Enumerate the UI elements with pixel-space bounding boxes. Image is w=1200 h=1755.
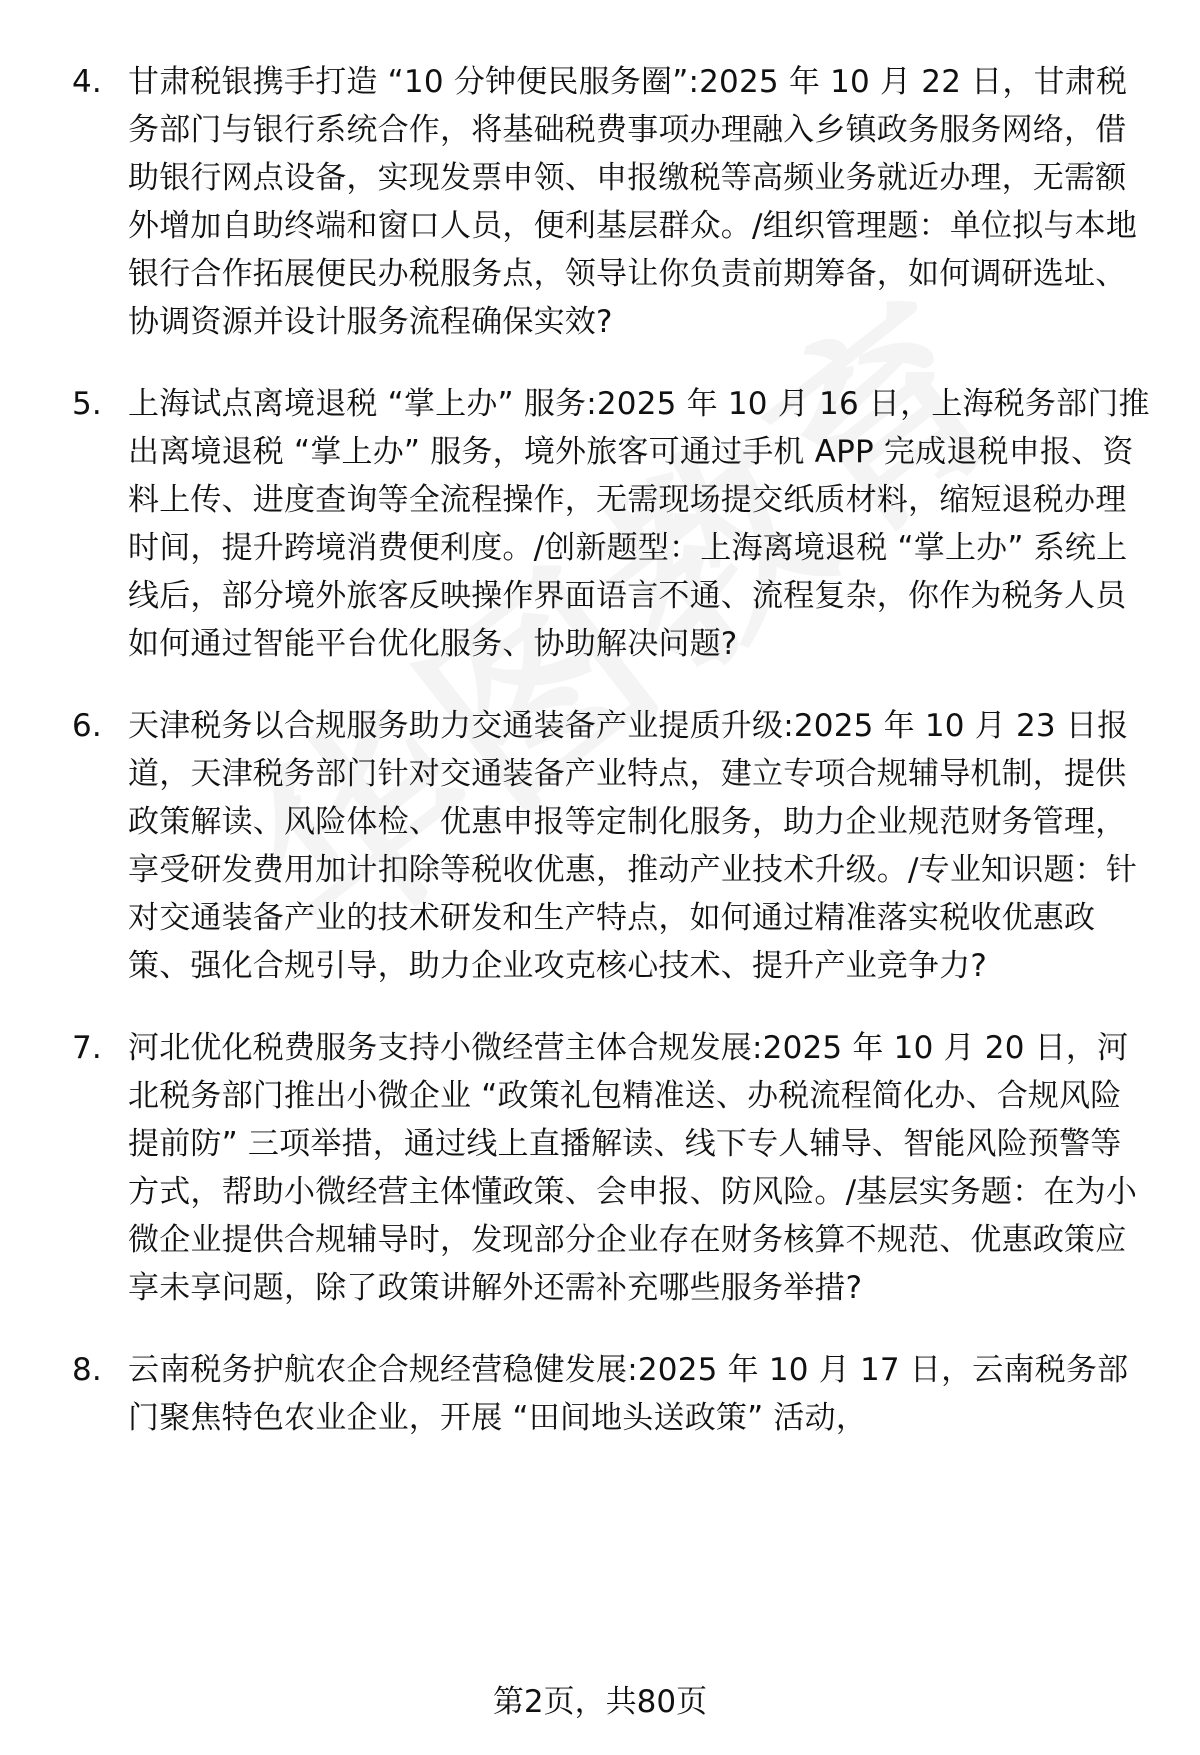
list-item: [72, 702, 1152, 990]
list-item: [72, 1346, 1152, 1442]
item-number: 8.: [72, 1352, 102, 1388]
item-number: 6.: [72, 708, 102, 744]
item-number: 4.: [72, 64, 102, 100]
item-text: 河北优化税费服务支持小微经营主体合规发展:2025 年 10 月 20 日，河北税务部门推出小微企业 “政策礼包精准送、办税流程简化办、合规风险提前防” 三项举措，通过线上直播解读、线下专人辅导、智能风险预警等方式，帮助小微经营主体懂政策、会申报、防风险。/基层实务题：在为小微企业提供合规辅导时，发现部分企业存在财务核算不规范、优惠政策应享未享问题，除了政策讲解外还需补充哪些服务举措?: [128, 1030, 1138, 1306]
item-text: 甘肃税银携手打造 “10 分钟便民服务圈”:2025 年 10 月 22 日，甘肃税务部门与银行系统合作，将基础税费事项办理融入乡镇政务服务网络，借助银行网点设备，实现发票申领、申报缴税等高频业务就近办理，无需额外增加自助终端和窗口人员，便利基层群众。/组织管理题：单位拟与本地银行合作拓展便民办税服务点，领导让你负责前期筹备，如何调研选址、协调资源并设计服务流程确保实效?: [128, 64, 1138, 340]
item-text: 上海试点离境退税 “掌上办” 服务:2025 年 10 月 16 日，上海税务部门推出离境退税 “掌上办” 服务，境外旅客可通过手机 APP 完成退税申报、资料上传、进度查询等全流程操作，无需现场提交纸质材料，缩短退税办理时间，提升跨境消费便利度。/创新题型：上海离境退税 “掌上办” 系统上线后，部分境外旅客反映操作界面语言不通、流程复杂，你作为税务人员如何通过智能平台优化服务、协助解决问题?: [128, 386, 1150, 662]
item-number: 5.: [72, 386, 102, 422]
item-text: 天津税务以合规服务助力交通装备产业提质升级:2025 年 10 月 23 日报道，天津税务部门针对交通装备产业特点，建立专项合规辅导机制，提供政策解读、风险体检、优惠申报等定制化服务，助力企业规范财务管理，享受研发费用加计扣除等税收优惠，推动产业技术升级。/专业知识题：针对交通装备产业的技术研发和生产特点，如何通过精准落实税收优惠政策、强化合规引导，助力企业攻克核心技术、提升产业竞争力?: [128, 708, 1138, 984]
list-item: [72, 1024, 1152, 1312]
item-text: 云南税务护航农企合规经营稳健发展:2025 年 10 月 17 日，云南税务部门聚焦特色农业企业，开展 “田间地头送政策” 活动，: [128, 1352, 1129, 1436]
list-item: [72, 58, 1152, 346]
page-number-footer: 第2页，共80页: [492, 1684, 708, 1720]
question-list: [72, 58, 1152, 1476]
item-number: 7.: [72, 1030, 102, 1066]
list-item: [72, 380, 1152, 668]
